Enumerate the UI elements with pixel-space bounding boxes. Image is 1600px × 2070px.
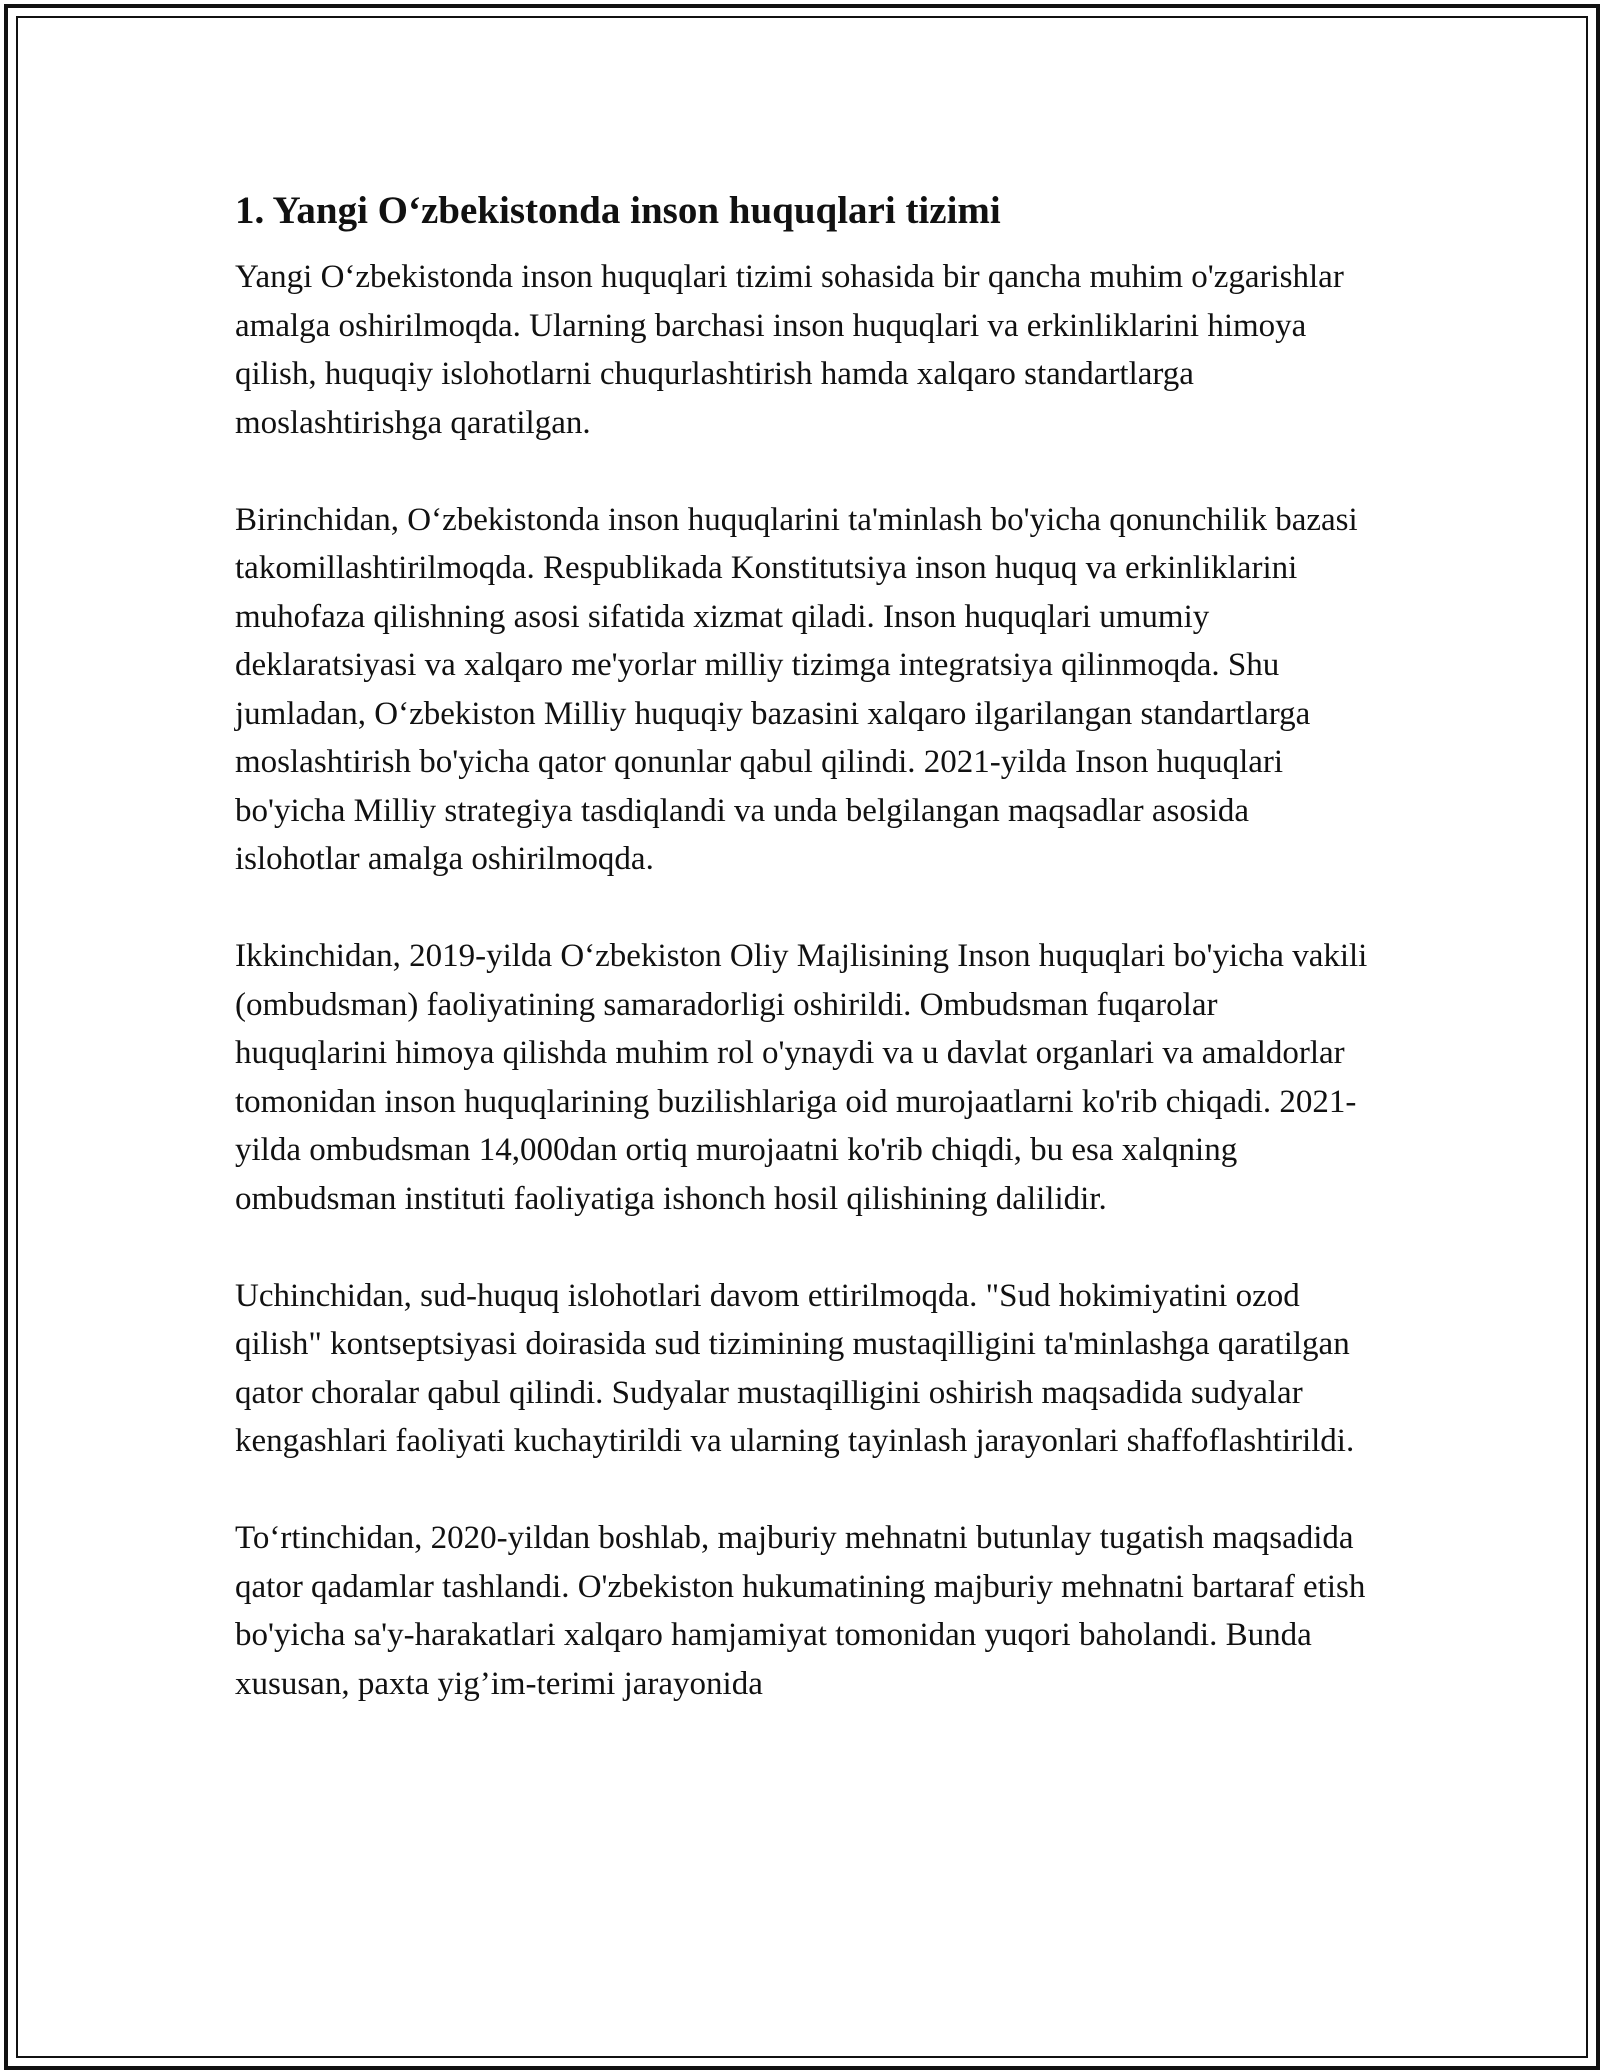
paragraph-second: Ikkinchidan, 2019-yilda O‘zbekiston Oliy Majlisining Inson huquqlari bo'yicha vakili (ombudsman) faoliyatining samaradorligi oshirildi. Ombudsman fuqarolar huquqlarini himoya qilishda muhim rol o'ynaydi va u davlat organlari va amaldorlar tomonidan inson huquqlarining buzilishlariga oid murojaatlarni ko'rib chiqadi. 2021-yilda ombudsman 14,000dan ortiq murojaatni ko'rib chiqdi, bu esa xalqning ombudsman instituti faoliyatiga ishonch hosil qilishining dalilidir. xyxy=(235,938,1368,1217)
document-body xyxy=(235,185,1375,1708)
paragraph-first: Birinchidan, O‘zbekistonda inson huquqlarini ta'minlash bo'yicha qonunchilik bazasi takomillashtirilmoqda. Respublikada Konstitutsiya inson huquq va erkinliklarini muhofaza qilishning asosi sifatida xizmat qiladi. Inson huquqlari umumiy deklaratsiyasi va xalqaro me'yorlar milliy tizimga integratsiya qilinmoqda. Shu jumladan, O‘zbekiston Milliy huquqiy bazasini xalqaro ilgarilangan standartlarga moslashtirish bo'yicha qator qonunlar qabul qilindi. 2021-yilda Inson huquqlari bo'yicha Milliy strategiya tasdiqlandi va unda belgilangan maqsadlar asosida islohotlar amalga oshirilmoqda. xyxy=(235,501,1358,877)
section-heading: 1. Yangi O‘zbekistonda inson huquqlari tizimi xyxy=(235,189,1001,232)
paragraph-fourth: To‘rtinchidan, 2020-yildan boshlab, majburiy mehnatni butunlay tugatish maqsadida qator qadamlar tashlandi. O'zbekiston hukumatining majburiy mehnatni bartaraf etish bo'yicha sa'y-harakatlari xalqaro hamjamiyat tomonidan yuqori baholandi. Bunda xususan, paxta yig’im-terimi jarayonida xyxy=(235,1520,1366,1702)
paragraph-intro: Yangi O‘zbekistonda inson huquqlari tizimi sohasida bir qancha muhim o'zgarishlar amalga oshirilmoqda. Ularning barchasi inson huquqlari va erkinliklarini himoya qilish, huquqiy islohotlarni chuqurlashtirish hamda xalqaro standartlarga moslashtirishga qaratilgan. xyxy=(235,259,1344,441)
paragraph-third: Uchinchidan, sud-huquq islohotlari davom ettirilmoqda. "Sud hokimiyatini ozod qilish" kontseptsiyasi doirasida sud tizimining mustaqilligini ta'minlashga qaratilgan qator choralar qabul qilindi. Sudyalar mustaqilligini oshirish maqsadida sudyalar kengashlari faoliyati kuchaytirildi va ularning tayinlash jarayonlari shaffoflashtirildi. xyxy=(235,1277,1355,1459)
